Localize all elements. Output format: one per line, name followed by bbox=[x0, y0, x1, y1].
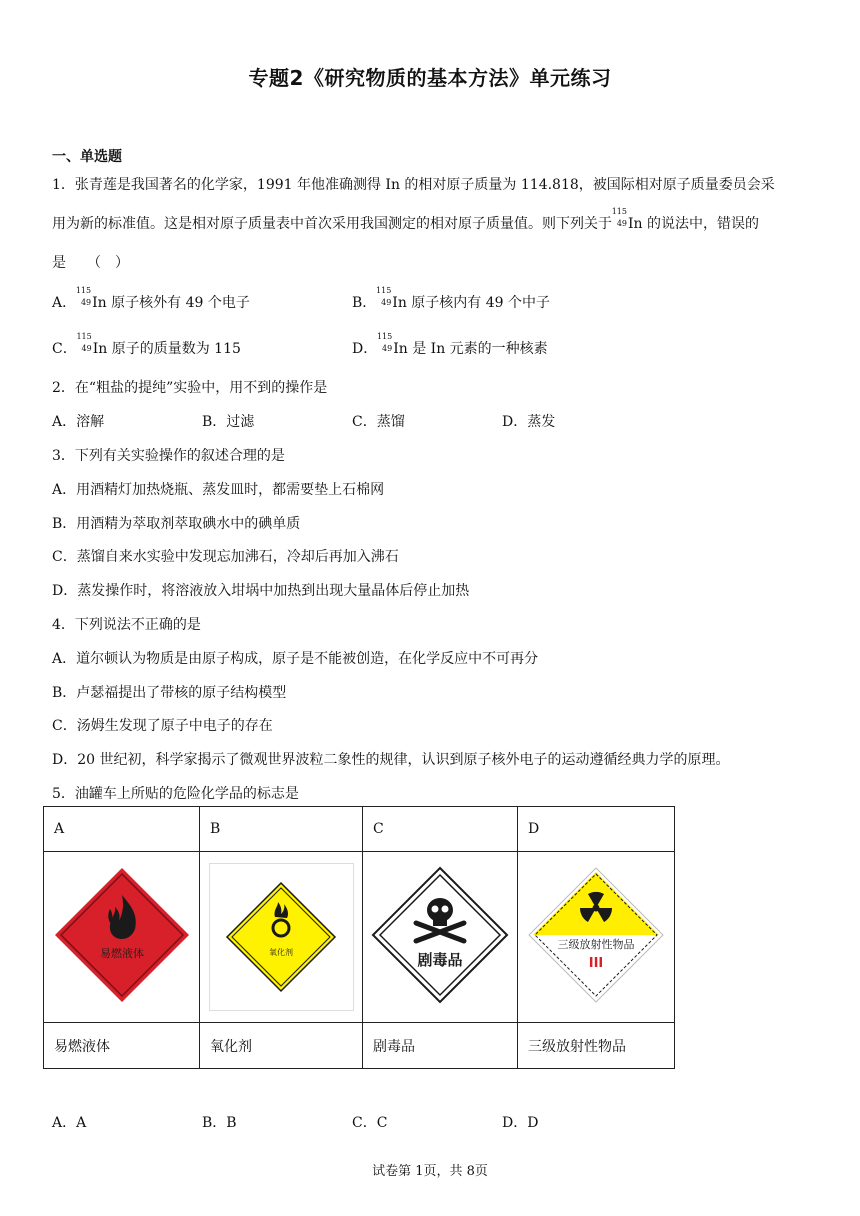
table-header-c: C bbox=[363, 807, 518, 852]
q5-stem: 5．油罐车上所贴的危险化学品的标志是 bbox=[52, 786, 299, 802]
q3-option-a[interactable]: A．用酒精灯加热烧瓶、蒸发皿时，都需要垫上石棉网 bbox=[52, 482, 385, 498]
q2-option-a[interactable]: A．溶解 bbox=[52, 414, 105, 430]
q2-stem: 2．在“粗盐的提纯”实验中，用不到的操作是 bbox=[52, 380, 328, 396]
q1-option-b[interactable]: B． 115 49 In 原子核内有 49 个中子 bbox=[352, 286, 551, 311]
flammable-liquid-icon bbox=[52, 865, 192, 1005]
sign-name-a: 易燃液体 bbox=[44, 1023, 200, 1069]
q5-option-c[interactable]: C．C bbox=[352, 1115, 388, 1131]
hazard-sign-table bbox=[43, 806, 675, 1069]
q5-option-a[interactable]: A．A bbox=[52, 1115, 87, 1131]
q1-option-c[interactable]: C． 115 49 In 原子的质量数为 115 bbox=[52, 332, 241, 357]
page-footer: 试卷第 1页，共 8页 bbox=[372, 1164, 488, 1179]
section-heading: 一、单选题 bbox=[52, 149, 122, 165]
svg-text:剧毒品: 剧毒品 bbox=[417, 951, 463, 969]
q3-stem: 3．下列有关实验操作的叙述合理的是 bbox=[52, 448, 285, 464]
q3-option-b[interactable]: B．用酒精为萃取剂萃取碘水中的碘单质 bbox=[52, 516, 301, 532]
toxic-sign bbox=[363, 852, 518, 1023]
svg-text:III: III bbox=[588, 956, 604, 971]
q1-option-d[interactable]: D． 115 49 In 是 In 元素的一种核素 bbox=[352, 332, 548, 357]
svg-text:氧化剂: 氧化剂 bbox=[269, 948, 293, 957]
q2-option-b[interactable]: B．过滤 bbox=[202, 414, 255, 430]
q4-stem: 4．下列说法不正确的是 bbox=[52, 617, 201, 633]
table-header-d: D bbox=[518, 807, 675, 852]
svg-text:三级放射性物品: 三级放射性物品 bbox=[557, 938, 635, 951]
q5-option-d[interactable]: D．D bbox=[502, 1115, 539, 1131]
q1-stem-line3: 是 （ ） bbox=[52, 255, 129, 271]
nuclide-symbol: 115 49 bbox=[611, 207, 627, 228]
radioactive-icon bbox=[526, 865, 666, 1005]
page-title: 专题2《研究物质的基本方法》单元练习 bbox=[248, 66, 612, 90]
svg-text:易燃液体: 易燃液体 bbox=[99, 947, 144, 960]
sign-name-b: 氧化剂 bbox=[200, 1023, 363, 1069]
q4-option-a[interactable]: A．道尔顿认为物质是由原子构成，原子是不能被创造，在化学反应中不可再分 bbox=[52, 651, 539, 667]
q1-stem-line2-text: 用为新的标准值。这是相对原子质量表中首次采用我国测定的相对原子质量值。则下列关于 bbox=[52, 216, 612, 232]
table-header-a: A bbox=[44, 807, 200, 852]
oxidizer-sign bbox=[200, 852, 363, 1023]
q2-option-c[interactable]: C．蒸馏 bbox=[352, 414, 405, 430]
sign-name-d: 三级放射性物品 bbox=[518, 1023, 675, 1069]
q5-option-b[interactable]: B．B bbox=[202, 1115, 237, 1131]
q3-option-c[interactable]: C．蒸馏自来水实验中发现忘加沸石，冷却后再加入沸石 bbox=[52, 549, 399, 565]
oxidizer-icon bbox=[211, 867, 351, 1007]
q4-option-c[interactable]: C．汤姆生发现了原子中电子的存在 bbox=[52, 718, 273, 734]
table-header-b: B bbox=[200, 807, 363, 852]
flammable-liquid-sign bbox=[44, 852, 200, 1023]
q3-option-d[interactable]: D．蒸发操作时，将溶液放入坩埚中加热到出现大量晶体后停止加热 bbox=[52, 583, 470, 599]
q4-option-b[interactable]: B．卢瑟福提出了带核的原子结构模型 bbox=[52, 685, 287, 701]
radioactive-sign bbox=[518, 852, 675, 1023]
q1-option-a[interactable]: A． 115 49 In 原子核外有 49 个电子 bbox=[52, 286, 250, 311]
q1-stem-line2-text-b: In 的说法中，错误的 bbox=[628, 216, 759, 232]
sign-name-c: 剧毒品 bbox=[363, 1023, 518, 1069]
q1-stem-line2 bbox=[52, 207, 759, 233]
q2-option-d[interactable]: D．蒸发 bbox=[502, 414, 556, 430]
q4-option-d[interactable]: D．20 世纪初，科学家揭示了微观世界波粒二象性的规律，认识到原子核外电子的运动遵循经典力学的原理。 bbox=[52, 752, 730, 768]
skull-crossbones-icon bbox=[370, 865, 510, 1005]
q1-stem-line1: 1．张青莲是我国著名的化学家，1991 年他准确测得 In 的相对原子质量为 114.818，被国际相对原子质量委员会采 bbox=[52, 177, 775, 193]
